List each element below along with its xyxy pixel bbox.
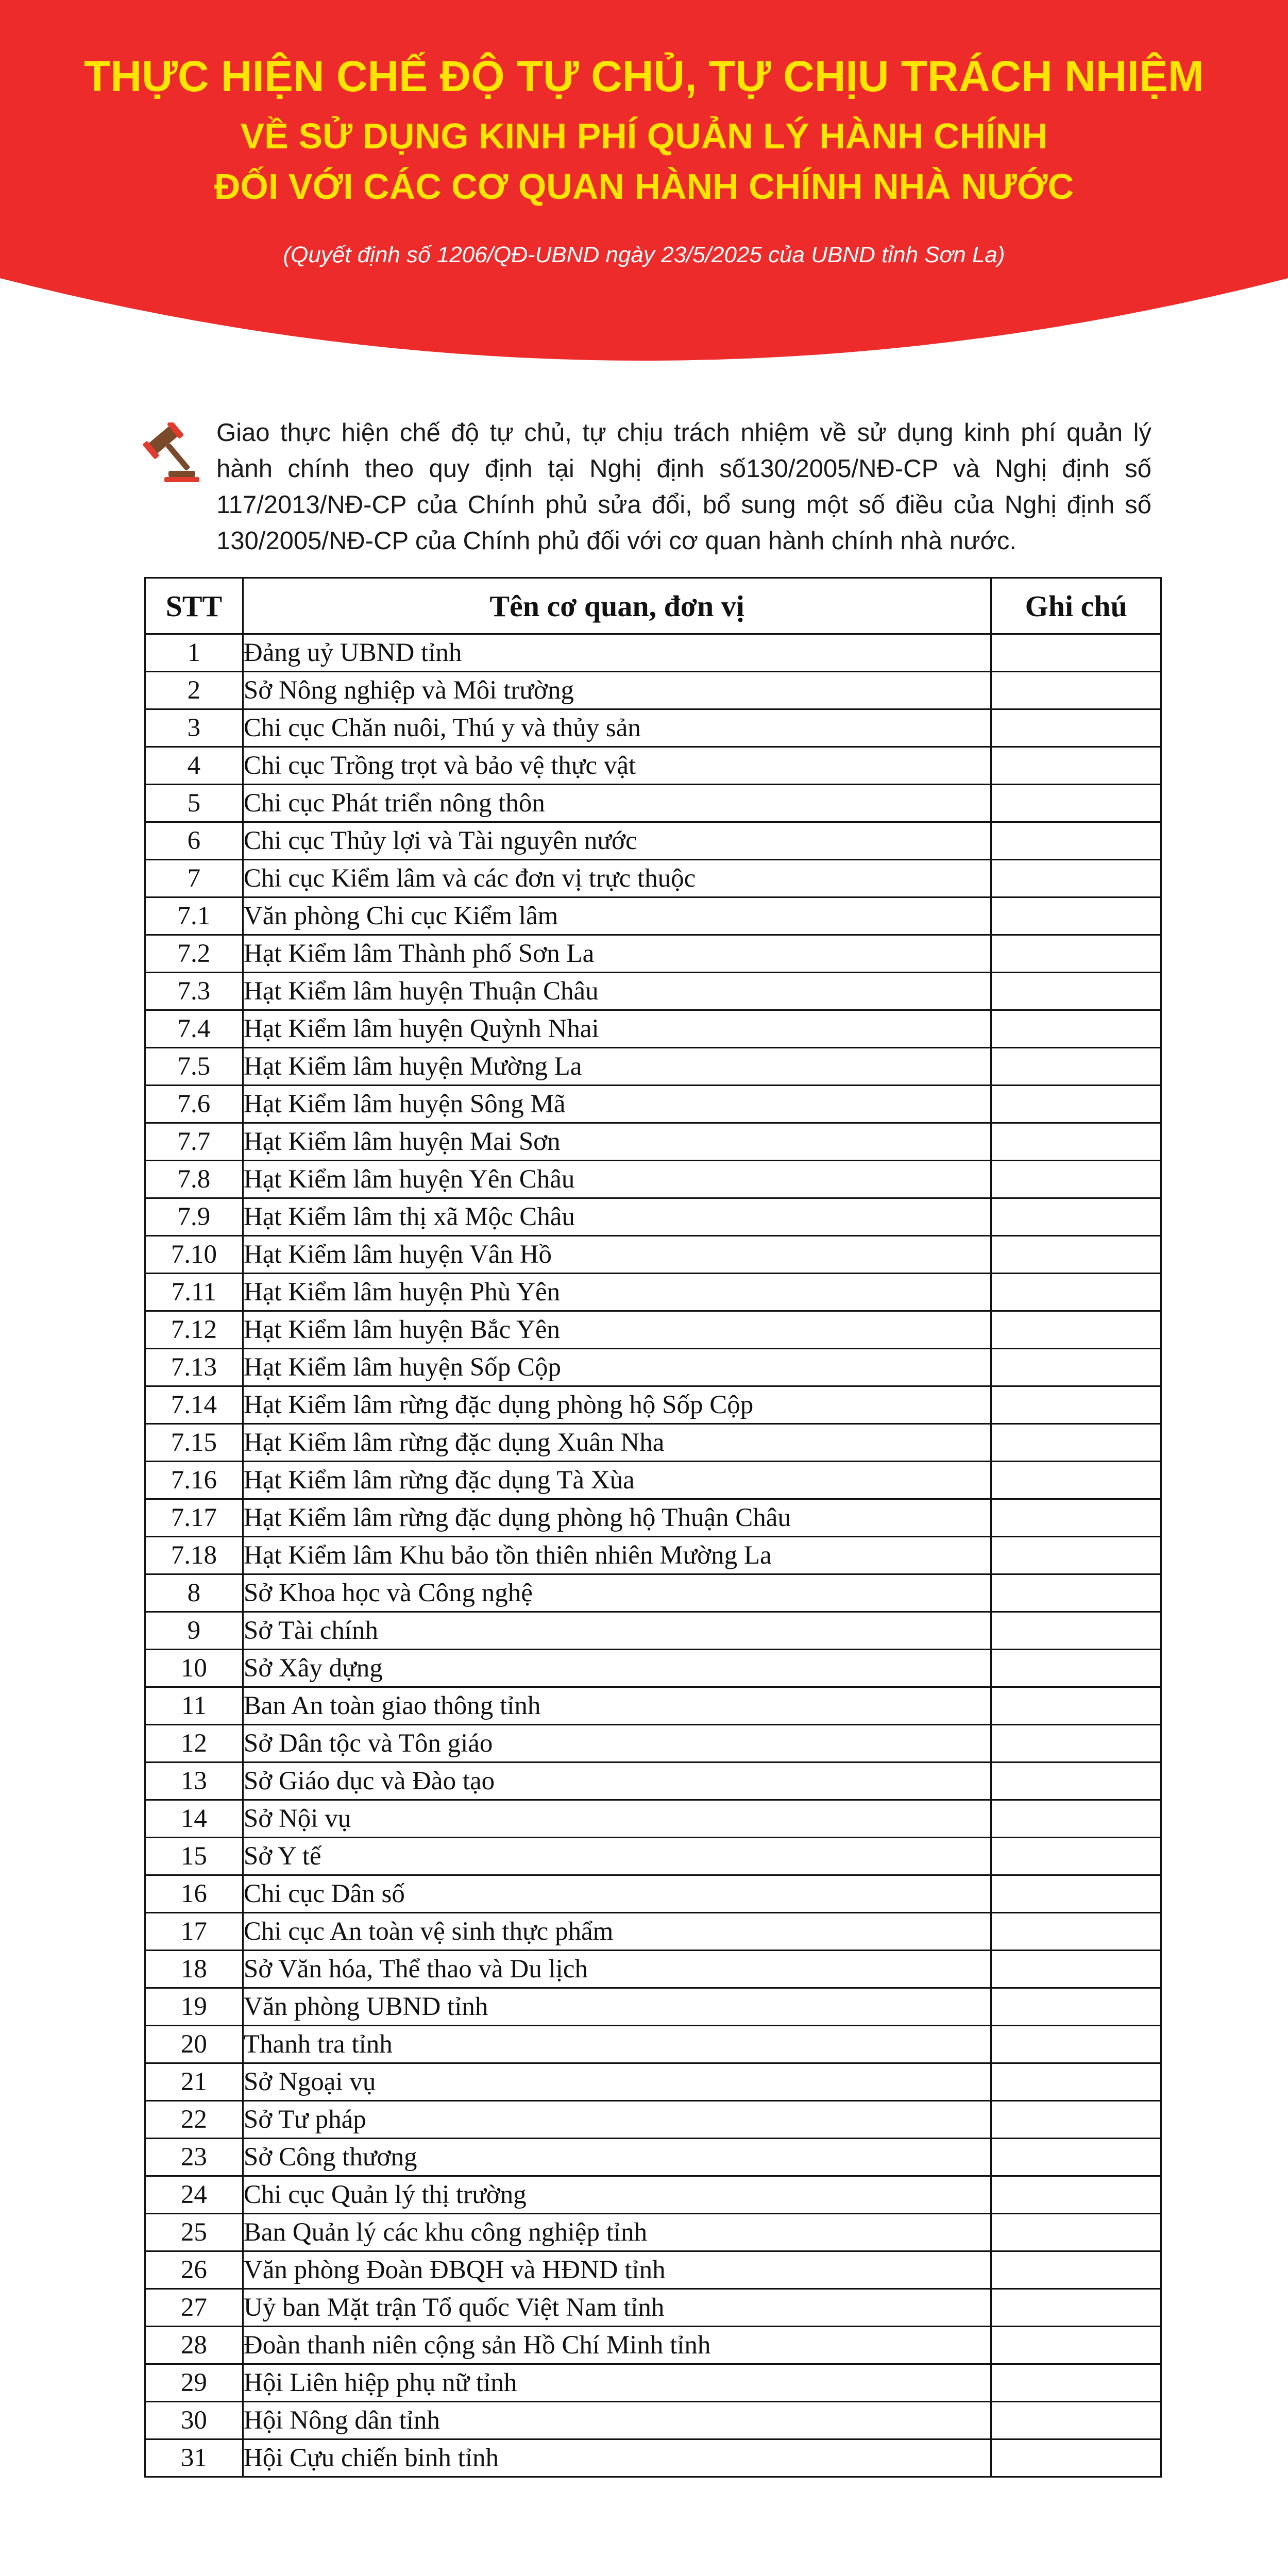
row-note	[991, 2026, 1161, 2063]
row-agency-name: Sở Khoa học và Công nghệ	[243, 1574, 991, 1612]
row-note	[991, 1462, 1161, 1499]
row-stt: 3	[145, 709, 243, 747]
row-stt: 7.10	[145, 1236, 243, 1274]
row-note	[991, 935, 1161, 973]
row-stt: 17	[145, 1913, 243, 1951]
row-stt: 7.12	[145, 1311, 243, 1349]
row-stt: 7.13	[145, 1349, 243, 1386]
row-agency-name: Hạt Kiểm lâm huyện Bắc Yên	[243, 1311, 991, 1349]
row-note	[991, 2214, 1161, 2251]
row-stt: 2	[145, 672, 243, 709]
table-row	[145, 860, 1161, 897]
row-note	[991, 1161, 1161, 1198]
title-line-1: THỰC HIỆN CHẾ ĐỘ TỰ CHỦ, TỰ CHỊU TRÁCH NHIỆM	[84, 52, 1204, 100]
row-stt: 24	[145, 2176, 243, 2214]
row-stt: 16	[145, 1875, 243, 1913]
row-stt: 7.18	[145, 1537, 243, 1574]
table-row	[145, 785, 1161, 822]
row-note	[991, 822, 1161, 860]
row-note	[991, 1762, 1161, 1800]
row-note	[991, 2251, 1161, 2289]
table-row	[145, 1762, 1161, 1800]
row-stt: 7	[145, 860, 243, 897]
table-row	[145, 2214, 1161, 2251]
row-note	[991, 2289, 1161, 2327]
row-note	[991, 1875, 1161, 1913]
table-row	[145, 2289, 1161, 2327]
row-agency-name: Đảng uỷ UBND tỉnh	[243, 634, 991, 672]
row-agency-name: Văn phòng Chi cục Kiểm lâm	[243, 897, 991, 935]
table-row	[145, 1274, 1161, 1311]
row-note	[991, 1574, 1161, 1612]
row-stt: 11	[145, 1687, 243, 1725]
row-agency-name: Chi cục Kiểm lâm và các đơn vị trực thuộc	[243, 860, 991, 897]
table-row	[145, 2251, 1161, 2289]
row-note	[991, 1086, 1161, 1123]
title-line-2: VỀ SỬ DỤNG KINH PHÍ QUẢN LÝ HÀNH CHÍNH	[240, 116, 1048, 156]
row-agency-name: Chi cục Trồng trọt và bảo vệ thực vật	[243, 747, 991, 785]
row-agency-name: Hạt Kiểm lâm huyện Yên Châu	[243, 1161, 991, 1198]
row-note	[991, 1725, 1161, 1762]
row-note	[991, 1988, 1161, 2026]
row-agency-name: Chi cục Quản lý thị trường	[243, 2176, 991, 2214]
row-agency-name: Hạt Kiểm lâm huyện Vân Hồ	[243, 1236, 991, 1274]
row-agency-name: Sở Y tế	[243, 1838, 991, 1875]
row-agency-name: Hạt Kiểm lâm huyện Sốp Cộp	[243, 1349, 991, 1386]
row-stt: 12	[145, 1725, 243, 1762]
row-stt: 13	[145, 1762, 243, 1800]
row-agency-name: Ban Quản lý các khu công nghiệp tỉnh	[243, 2214, 991, 2251]
decision-subtitle: (Quyết định số 1206/QĐ-UBND ngày 23/5/2025 của UBND tỉnh Sơn La)	[283, 242, 1005, 267]
row-agency-name: Hội Liên hiệp phụ nữ tỉnh	[243, 2364, 991, 2402]
row-agency-name: Ban An toàn giao thông tỉnh	[243, 1687, 991, 1725]
row-stt: 4	[145, 747, 243, 785]
row-agency-name: Hạt Kiểm lâm Thành phố Sơn La	[243, 935, 991, 973]
row-stt: 7.4	[145, 1010, 243, 1048]
row-note	[991, 1311, 1161, 1349]
table-row	[145, 1875, 1161, 1913]
table-row	[145, 1725, 1161, 1762]
table-row	[145, 1010, 1161, 1048]
row-note	[991, 1838, 1161, 1875]
row-stt: 8	[145, 1574, 243, 1612]
table-row	[145, 1462, 1161, 1499]
table-row	[145, 1499, 1161, 1537]
row-agency-name: Uỷ ban Mặt trận Tổ quốc Việt Nam tỉnh	[243, 2289, 991, 2327]
table-row	[145, 1537, 1161, 1574]
row-note	[991, 1612, 1161, 1650]
row-note	[991, 1537, 1161, 1574]
row-agency-name: Hội Nông dân tỉnh	[243, 2402, 991, 2439]
row-agency-name: Sở Nội vụ	[243, 1800, 991, 1838]
row-agency-name: Đoàn thanh niên cộng sản Hồ Chí Minh tỉnh	[243, 2327, 991, 2364]
table-row	[145, 1198, 1161, 1236]
row-agency-name: Hạt Kiểm lâm rừng đặc dụng phòng hộ Sốp Cộp	[243, 1386, 991, 1424]
row-stt: 7.17	[145, 1499, 243, 1537]
row-note	[991, 709, 1161, 747]
table-row	[145, 1349, 1161, 1386]
row-stt: 7.15	[145, 1424, 243, 1462]
row-agency-name: Chi cục Chăn nuôi, Thú y và thủy sản	[243, 709, 991, 747]
row-stt: 15	[145, 1838, 243, 1875]
row-note	[991, 1048, 1161, 1086]
row-stt: 14	[145, 1800, 243, 1838]
row-stt: 7.9	[145, 1198, 243, 1236]
row-note	[991, 1800, 1161, 1838]
row-note	[991, 2139, 1161, 2176]
row-stt: 7.8	[145, 1161, 243, 1198]
header-name: Tên cơ quan, đơn vị	[243, 578, 991, 634]
intro-paragraph: Giao thực hiện chế độ tự chủ, tự chịu trách nhiệm về sử dụng kinh phí quản lý hành chính theo quy định tại Nghị định số130/2005/NĐ-CP và Nghị định số 117/2013/NĐ-CP của Chính phủ sửa đổi, bổ sung một số điều của Nghị định số 130/2005/NĐ-CP của Chính phủ đối với cơ quan hành chính nhà nước.	[216, 419, 1151, 555]
row-note	[991, 1913, 1161, 1951]
row-stt: 1	[145, 634, 243, 672]
table-row	[145, 1838, 1161, 1875]
row-agency-name: Sở Nông nghiệp và Môi trường	[243, 672, 991, 709]
row-note	[991, 747, 1161, 785]
table-row	[145, 2327, 1161, 2364]
row-agency-name: Hạt Kiểm lâm huyện Mường La	[243, 1048, 991, 1086]
table-header-row	[145, 578, 1161, 634]
row-note	[991, 973, 1161, 1010]
row-stt: 26	[145, 2251, 243, 2289]
title-line-3: ĐỐI VỚI CÁC CƠ QUAN HÀNH CHÍNH NHÀ NƯỚC	[214, 166, 1074, 207]
row-note	[991, 2063, 1161, 2101]
table-row	[145, 709, 1161, 747]
table-row	[145, 973, 1161, 1010]
table-row	[145, 1574, 1161, 1612]
row-stt: 30	[145, 2402, 243, 2439]
row-stt: 18	[145, 1951, 243, 1988]
row-agency-name: Chi cục Dân số	[243, 1875, 991, 1913]
row-agency-name: Hạt Kiểm lâm rừng đặc dụng Tà Xùa	[243, 1462, 991, 1499]
row-note	[991, 785, 1161, 822]
row-agency-name: Hạt Kiểm lâm huyện Phù Yên	[243, 1274, 991, 1311]
row-agency-name: Hạt Kiểm lâm huyện Sông Mã	[243, 1086, 991, 1123]
row-agency-name: Sở Tư pháp	[243, 2101, 991, 2139]
table-row	[145, 1951, 1161, 1988]
table-row	[145, 1988, 1161, 2026]
row-stt: 19	[145, 1988, 243, 2026]
row-stt: 6	[145, 822, 243, 860]
row-note	[991, 1687, 1161, 1725]
row-note	[991, 1123, 1161, 1161]
row-agency-name: Văn phòng Đoàn ĐBQH và HĐND tỉnh	[243, 2251, 991, 2289]
row-agency-name: Thanh tra tỉnh	[243, 2026, 991, 2063]
gavel-icon	[137, 422, 204, 484]
row-note	[991, 1010, 1161, 1048]
row-note	[991, 2101, 1161, 2139]
row-note	[991, 1349, 1161, 1386]
table-row	[145, 1311, 1161, 1349]
table-body	[145, 634, 1161, 2477]
row-stt: 7.16	[145, 1462, 243, 1499]
row-agency-name: Chi cục Phát triển nông thôn	[243, 785, 991, 822]
row-stt: 9	[145, 1612, 243, 1650]
table-row	[145, 1650, 1161, 1687]
row-note	[991, 1274, 1161, 1311]
row-stt: 25	[145, 2214, 243, 2251]
row-agency-name: Hạt Kiểm lâm rừng đặc dụng phòng hộ Thuận Châu	[243, 1499, 991, 1537]
row-note	[991, 1499, 1161, 1537]
row-note	[991, 2327, 1161, 2364]
row-note	[991, 1650, 1161, 1687]
row-stt: 7.2	[145, 935, 243, 973]
row-agency-name: Chi cục An toàn vệ sinh thực phẩm	[243, 1913, 991, 1951]
row-note	[991, 2364, 1161, 2402]
row-agency-name: Sở Công thương	[243, 2139, 991, 2176]
row-stt: 10	[145, 1650, 243, 1687]
row-stt: 22	[145, 2101, 243, 2139]
table-row	[145, 1161, 1161, 1198]
table-row	[145, 634, 1161, 672]
row-agency-name: Hạt Kiểm lâm huyện Thuận Châu	[243, 973, 991, 1010]
row-agency-name: Hạt Kiểm lâm rừng đặc dụng Xuân Nha	[243, 1424, 991, 1462]
table-row	[145, 1424, 1161, 1462]
row-agency-name: Sở Tài chính	[243, 1612, 991, 1650]
table-row	[145, 2026, 1161, 2063]
row-stt: 21	[145, 2063, 243, 2101]
row-agency-name: Sở Văn hóa, Thể thao và Du lịch	[243, 1951, 991, 1988]
header-stt: STT	[145, 578, 243, 634]
row-agency-name: Sở Ngoại vụ	[243, 2063, 991, 2101]
row-note	[991, 860, 1161, 897]
row-note	[991, 1424, 1161, 1462]
row-stt: 31	[145, 2439, 243, 2477]
row-agency-name: Sở Giáo dục và Đào tạo	[243, 1762, 991, 1800]
row-note	[991, 634, 1161, 672]
header-banner	[0, 0, 1288, 376]
table-row	[145, 2139, 1161, 2176]
row-stt: 7.7	[145, 1123, 243, 1161]
row-note	[991, 2439, 1161, 2477]
row-stt: 28	[145, 2327, 243, 2364]
row-note	[991, 1236, 1161, 1274]
row-stt: 7.3	[145, 973, 243, 1010]
row-note	[991, 1198, 1161, 1236]
row-stt: 23	[145, 2139, 243, 2176]
table-row	[145, 1913, 1161, 1951]
row-stt: 29	[145, 2364, 243, 2402]
agency-table	[144, 577, 1162, 2478]
row-stt: 27	[145, 2289, 243, 2327]
table-row	[145, 2063, 1161, 2101]
header-note: Ghi chú	[991, 578, 1161, 634]
table-row	[145, 935, 1161, 973]
row-stt: 7.1	[145, 897, 243, 935]
row-stt: 7.6	[145, 1086, 243, 1123]
row-agency-name: Sở Xây dựng	[243, 1650, 991, 1687]
table-row	[145, 1386, 1161, 1424]
row-note	[991, 1386, 1161, 1424]
table-row	[145, 822, 1161, 860]
row-agency-name: Chi cục Thủy lợi và Tài nguyên nước	[243, 822, 991, 860]
table-row	[145, 2402, 1161, 2439]
row-stt: 20	[145, 2026, 243, 2063]
row-agency-name: Văn phòng UBND tỉnh	[243, 1988, 991, 2026]
table-row	[145, 2364, 1161, 2402]
table-row	[145, 2176, 1161, 2214]
table-row	[145, 1800, 1161, 1838]
row-stt: 7.11	[145, 1274, 243, 1311]
row-note	[991, 897, 1161, 935]
table-row	[145, 1086, 1161, 1123]
row-agency-name: Sở Dân tộc và Tôn giáo	[243, 1725, 991, 1762]
row-stt: 5	[145, 785, 243, 822]
row-agency-name: Hội Cựu chiến binh tỉnh	[243, 2439, 991, 2477]
table-row	[145, 1612, 1161, 1650]
table-row	[145, 1048, 1161, 1086]
row-note	[991, 672, 1161, 709]
table-row	[145, 747, 1161, 785]
row-agency-name: Hạt Kiểm lâm huyện Quỳnh Nhai	[243, 1010, 991, 1048]
row-note	[991, 2402, 1161, 2439]
row-agency-name: Hạt Kiểm lâm Khu bảo tồn thiên nhiên Mường La	[243, 1537, 991, 1574]
row-note	[991, 1951, 1161, 1988]
table-row	[145, 897, 1161, 935]
row-stt: 7.14	[145, 1386, 243, 1424]
row-agency-name: Hạt Kiểm lâm huyện Mai Sơn	[243, 1123, 991, 1161]
row-note	[991, 2176, 1161, 2214]
row-stt: 7.5	[145, 1048, 243, 1086]
table-row	[145, 2439, 1161, 2477]
table-row	[145, 1123, 1161, 1161]
table-row	[145, 1687, 1161, 1725]
table-row	[145, 672, 1161, 709]
row-agency-name: Hạt Kiểm lâm thị xã Mộc Châu	[243, 1198, 991, 1236]
table-row	[145, 2101, 1161, 2139]
table-row	[145, 1236, 1161, 1274]
